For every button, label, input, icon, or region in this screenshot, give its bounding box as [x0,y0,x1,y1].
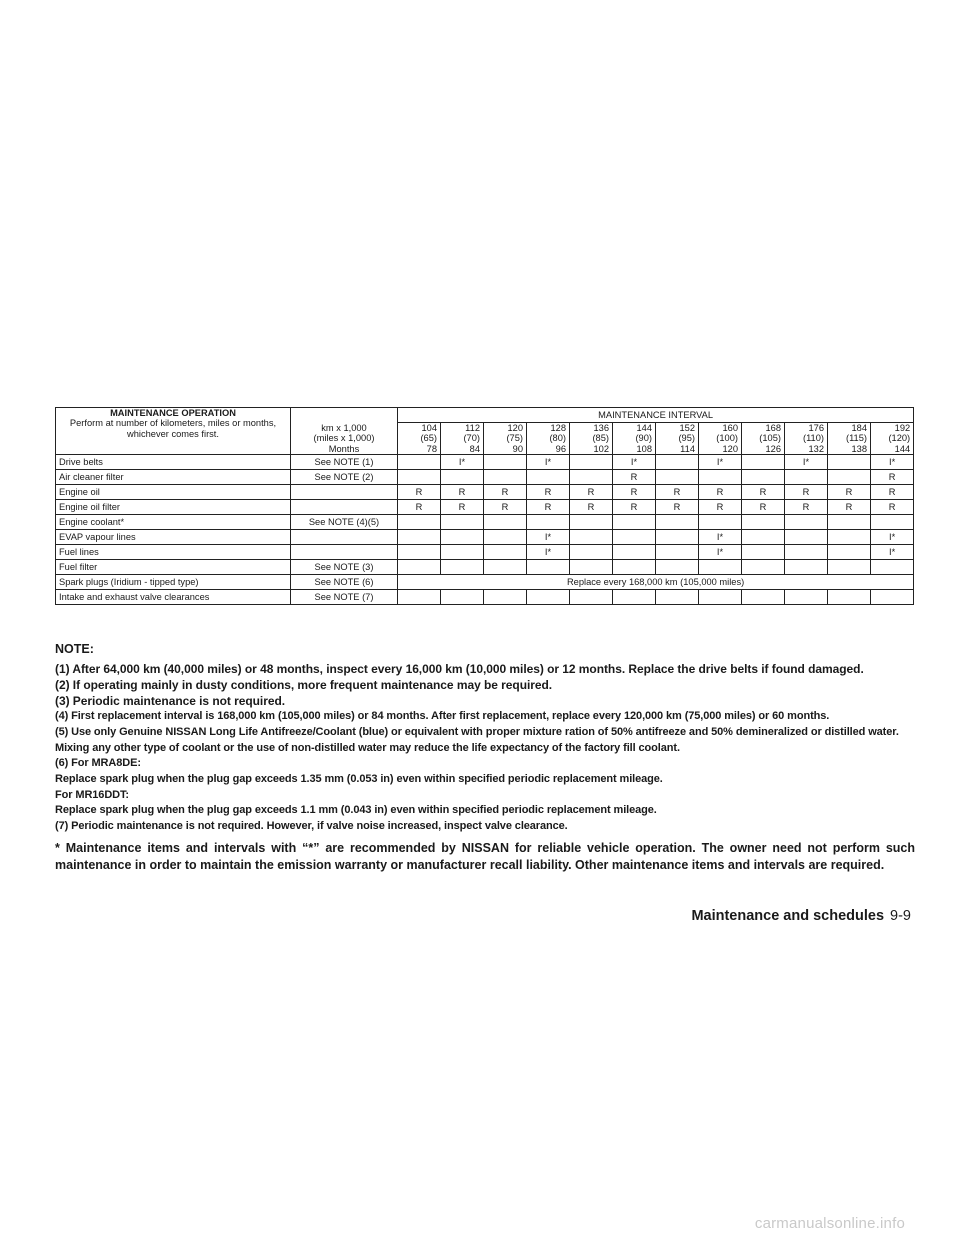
interval-cell [828,470,871,485]
interval-cell [699,515,742,530]
interval-column-header [484,423,527,455]
interval-cell: I* [785,455,828,470]
interval-mi: (120) [888,433,911,444]
interval-cell [570,515,613,530]
interval-cell [742,515,785,530]
interval-cell: R [441,500,484,515]
maintenance-item: Fuel lines [56,545,291,560]
page-footer [691,908,911,924]
interval-mi: (95) [678,433,695,444]
interval-cell [699,590,742,605]
interval-km: 120 [507,423,523,433]
operation-subtitle: Perform at number of kilometers, miles or months, whichever comes first. [69,418,277,439]
interval-cell [398,470,441,485]
maintenance-item: Fuel filter [56,560,291,575]
note-reference: See NOTE (6) [291,575,398,590]
table-row [56,455,914,470]
table-row [56,470,914,485]
interval-column-header [742,423,785,455]
interval-cell [613,560,656,575]
table-row [56,560,914,575]
maintenance-item: EVAP vapour lines [56,530,291,545]
interval-cell: R [828,485,871,500]
interval-mo: 132 [808,443,824,454]
interval-column-header [871,423,914,455]
interval-mo: 90 [512,443,523,454]
interval-column-header [613,423,656,455]
interval-cell [570,545,613,560]
table-row [56,575,914,590]
maintenance-item: Engine oil [56,485,291,500]
interval-mi: (65) [420,433,437,444]
interval-mi: (115) [845,433,867,444]
table-row [56,545,914,560]
unit-months: Months [328,443,360,454]
interval-cell: I* [871,455,914,470]
interval-cell [570,560,613,575]
interval-cell [398,560,441,575]
interval-cell [613,530,656,545]
interval-cell: R [785,500,828,515]
interval-cell [785,530,828,545]
maintenance-item: Air cleaner filter [56,470,291,485]
interval-km: 192 [894,423,911,433]
maintenance-item: Intake and exhaust valve clearances [56,590,291,605]
interval-cell [570,470,613,485]
interval-mo: 114 [680,443,695,454]
interval-cell [656,470,699,485]
interval-cell [785,470,828,485]
interval-cell: I* [527,530,570,545]
interval-cell: R [742,485,785,500]
interval-cell: I* [527,545,570,560]
interval-cell [484,455,527,470]
interval-cell: R [742,500,785,515]
interval-cell: R [613,485,656,500]
interval-km: 176 [808,423,824,433]
interval-km: 168 [765,423,781,433]
interval-cell: R [828,500,871,515]
maintenance-schedule-table [55,407,914,605]
interval-cell [742,470,785,485]
interval-cell [742,455,785,470]
interval-cell [656,560,699,575]
interval-cell [656,455,699,470]
interval-cell [484,560,527,575]
interval-cell [398,455,441,470]
units-header [291,408,398,455]
note-6-heading-mra8de: (6) For MRA8DE: [55,757,141,770]
interval-cell: R [699,485,742,500]
note-3: (3) Periodic maintenance is not required. [55,693,286,708]
interval-cell: R [398,500,441,515]
interval-cell [441,590,484,605]
interval-column-header [570,423,613,455]
notes-heading: NOTE: [55,642,94,656]
interval-km: 152 [679,423,695,433]
interval-km: 136 [593,423,609,433]
asterisk-note: * Maintenance items and intervals with “*” are recommended by NISSAN for reliable vehicle operation. The owner need not perform such maintenance in order to maintain the emission warranty or manufacturer recall liability. Other maintenance items and intervals are required. [55,841,915,873]
interval-cell: I* [871,530,914,545]
interval-cell: I* [613,455,656,470]
interval-km: 160 [722,423,738,433]
interval-km: 128 [550,423,566,433]
interval-cell: I* [871,545,914,560]
interval-km: 184 [851,423,867,433]
interval-cell [828,455,871,470]
interval-cell: R [570,485,613,500]
table-row [56,530,914,545]
interval-mo: 120 [722,443,738,454]
table-row [56,590,914,605]
interval-cell: R [484,485,527,500]
interval-mi: (85) [592,433,609,444]
table-row [56,515,914,530]
interval-cell: I* [699,455,742,470]
interval-cell [656,515,699,530]
note-reference: See NOTE (4)(5) [291,515,398,530]
interval-cell [828,590,871,605]
interval-cell [742,560,785,575]
interval-cell [785,590,828,605]
note-reference [291,500,398,515]
interval-mo: 108 [636,443,652,454]
interval-cell: I* [441,455,484,470]
interval-cell [527,515,570,530]
interval-cell: I* [699,530,742,545]
interval-cell: R [656,500,699,515]
interval-cell [484,545,527,560]
note-reference: See NOTE (3) [291,560,398,575]
interval-cell [828,545,871,560]
interval-header: MAINTENANCE INTERVAL [398,408,914,423]
interval-cell [656,530,699,545]
interval-cell: R [613,470,656,485]
interval-cell [527,590,570,605]
interval-cell [441,545,484,560]
interval-cell [441,530,484,545]
interval-mi: (75) [506,433,523,444]
maintenance-item: Engine coolant* [56,515,291,530]
interval-km: 144 [636,423,652,433]
watermark: carmanualsonline.info [754,1215,905,1232]
note-7: (7) Periodic maintenance is not required. However, if valve noise increased, inspect valve clearance. [55,819,568,832]
note-6-text-mr16ddt: Replace spark plug when the plug gap exceeds 1.1 mm (0.043 in) even within specified periodic replacement mileage. [55,804,657,817]
notes-section [55,642,915,874]
interval-cell [441,560,484,575]
interval-cell: I* [527,455,570,470]
interval-cell: R [613,500,656,515]
maintenance-item: Drive belts [56,455,291,470]
interval-mo: 144 [894,443,911,454]
interval-cell [441,470,484,485]
interval-mi: (70) [463,433,480,444]
interval-mi: (80) [549,433,566,444]
note-4: (4) First replacement interval is 168,000 km (105,000 miles) or 84 months. After first replacement, replace every 120,000 km (75,000 miles) or 60 months. [55,710,830,723]
interval-cell: R [871,500,914,515]
interval-cell [871,560,914,575]
interval-column-header [398,423,441,455]
interval-cell [613,590,656,605]
maintenance-item: Engine oil filter [56,500,291,515]
table-row [56,485,914,500]
interval-cell [398,545,441,560]
interval-cell: R [656,485,699,500]
note-2: (2) If operating mainly in dusty conditions, more frequent maintenance may be required. [55,677,553,692]
interval-cell [570,455,613,470]
interval-cell [484,470,527,485]
schedule-body [56,455,914,605]
interval-cell: R [441,485,484,500]
interval-mo: 78 [426,443,437,454]
interval-cell [871,515,914,530]
interval-cell: R [527,500,570,515]
interval-cell [785,545,828,560]
interval-cell [441,515,484,530]
interval-column-header [441,423,484,455]
interval-cell: R [871,485,914,500]
note-reference: See NOTE (1) [291,455,398,470]
interval-cell [613,515,656,530]
interval-cell [828,560,871,575]
interval-cell [699,470,742,485]
note-6-text-mra8de: Replace spark plug when the plug gap exceeds 1.35 mm (0.053 in) even within specified periodic replacement mileage. [55,772,663,785]
note-reference: See NOTE (7) [291,590,398,605]
interval-mi: (110) [802,433,824,444]
unit-km: km x 1,000 [321,423,367,433]
interval-cell [699,560,742,575]
interval-cell: R [699,500,742,515]
interval-cell: R [484,500,527,515]
interval-cell [742,545,785,560]
interval-cell: R [527,485,570,500]
note-reference [291,485,398,500]
note-5: (5) Use only Genuine NISSAN Long Life Antifreeze/Coolant (blue) or equivalent with proper mixture ration of 50% antifreeze and 50% demineralized or distilled water. Mixing any other type of coolant or the use of non-distilled water may reduce the life expectancy of the factory fill coolant. [55,726,899,754]
unit-miles: (miles x 1,000) [313,433,375,444]
interval-cell [484,515,527,530]
interval-column-header [656,423,699,455]
interval-cell [656,590,699,605]
replacement-interval-text: Replace every 168,000 km (105,000 miles) [398,575,914,590]
interval-mi: (105) [759,433,781,444]
interval-mo: 138 [851,443,867,454]
note-1: (1) After 64,000 km (40,000 miles) or 48 months, inspect every 16,000 km (10,000 miles) or 12 months. Replace the drive belts if found damaged. [55,662,864,676]
note-6-heading-mr16ddt: For MR16DDT: [55,788,129,801]
interval-mi: (90) [635,433,652,444]
table-row [56,500,914,515]
interval-cell [785,560,828,575]
interval-cell: I* [699,545,742,560]
interval-column-header [785,423,828,455]
interval-mo: 84 [469,443,480,454]
interval-cell [398,515,441,530]
interval-cell [527,470,570,485]
interval-cell [785,515,828,530]
note-reference [291,530,398,545]
interval-cell [484,530,527,545]
interval-column-header [527,423,570,455]
interval-cell [742,590,785,605]
operation-header [56,408,291,455]
interval-mo: 126 [765,443,781,454]
interval-cell [570,530,613,545]
note-reference: See NOTE (2) [291,470,398,485]
interval-column-header [828,423,871,455]
interval-cell [828,515,871,530]
interval-km: 112 [465,423,480,433]
interval-cell [871,590,914,605]
interval-cell [828,530,871,545]
interval-cell [398,530,441,545]
interval-mi: (100) [716,433,738,444]
interval-cell [570,590,613,605]
interval-cell: R [398,485,441,500]
interval-cell [656,545,699,560]
interval-cell [484,590,527,605]
interval-cell: R [871,470,914,485]
maintenance-item: Spark plugs (Iridium - tipped type) [56,575,291,590]
interval-cell: R [785,485,828,500]
interval-column-header [699,423,742,455]
interval-cell [398,590,441,605]
interval-cell [613,545,656,560]
section-title: Maintenance and schedules [691,908,885,924]
interval-km: 104 [421,423,437,433]
interval-mo: 96 [555,443,566,454]
page-number: 9-9 [890,908,911,924]
note-reference [291,545,398,560]
interval-cell [742,530,785,545]
interval-cell: R [570,500,613,515]
interval-cell [527,560,570,575]
interval-mo: 102 [593,443,609,454]
operation-title: MAINTENANCE OPERATION [110,408,236,418]
